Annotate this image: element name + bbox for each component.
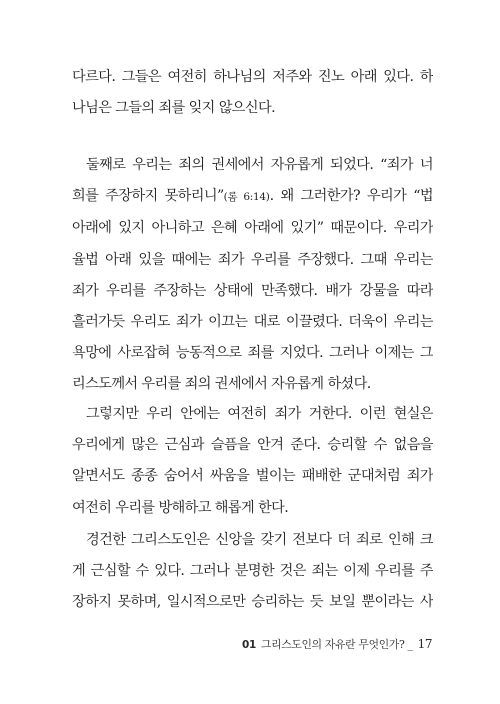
paragraph-2 <box>72 150 433 401</box>
text-segment: 희를 주장하지 못하리니” <box>72 188 224 205</box>
text-line: 경건한 그리스도인은 신앙을 갖기 전보다 더 죄로 인해 크 <box>86 532 433 548</box>
text-line: 장하지 못하며, 일시적으로만 승리하는 듯 보일 뿐이라는 사 <box>72 594 433 611</box>
page-footer <box>242 637 432 652</box>
text-line: 게 근심할 수 있다. 그러나 분명한 것은 죄는 이제 우리를 주 <box>72 563 433 580</box>
paragraph-1 <box>72 62 433 124</box>
text-segment: . 왜 그러한가? 우리가 “법 <box>269 188 433 205</box>
chapter-number: 01 <box>242 639 257 651</box>
text-line: 아래에 있지 아니하고 은혜 아래에 있기” 때문이다. 우리가 <box>72 220 433 237</box>
text-line: 여전히 우리를 방해하고 해롭게 한다. <box>72 499 289 516</box>
text-line: 욕망에 사로잡혀 능동적으로 죄를 지었다. 그러나 이제는 그 <box>72 345 433 362</box>
text-line: 죄가 우리를 주장하는 상태에 만족했다. 배가 강물을 따라 <box>72 282 433 299</box>
chapter-title: 그리스도인의 자유란 무엇인가? <box>261 638 405 651</box>
scripture-reference: (롬 6:14) <box>223 191 270 204</box>
text-line: 나님은 그들의 죄를 잊지 않으신다. <box>72 100 276 117</box>
page-number: 17 <box>417 637 433 651</box>
text-line: 율법 아래 있을 때에는 죄가 우리를 주장했다. 그때 우리는 <box>72 251 433 268</box>
text-line-with-reference <box>72 181 433 213</box>
text-line: 알면서도 종종 숨어서 싸움을 벌이는 패배한 군대처럼 죄가 <box>72 468 433 485</box>
paragraph-3 <box>72 399 433 524</box>
text-line: 다르다. 그들은 여전히 하나님의 저주와 진노 아래 있다. 하 <box>72 69 433 85</box>
text-line: 흘러가듯 우리도 죄가 이끄는 대로 이끌렸다. 더욱이 우리는 <box>72 314 433 331</box>
text-line: 둘째로 우리는 죄의 권세에서 자유롭게 되었다. “죄가 너 <box>86 157 433 173</box>
text-line: 리스도께서 우리를 죄의 권세에서 자유롭게 하셨다. <box>72 376 371 393</box>
text-line: 그렇지만 우리 안에는 여전히 죄가 거한다. 이런 현실은 <box>86 406 433 422</box>
footer-separator: _ <box>407 638 413 651</box>
paragraph-4 <box>72 525 433 619</box>
text-line: 우리에게 많은 근심과 슬픔을 안겨 준다. 승리할 수 없음을 <box>72 437 433 454</box>
